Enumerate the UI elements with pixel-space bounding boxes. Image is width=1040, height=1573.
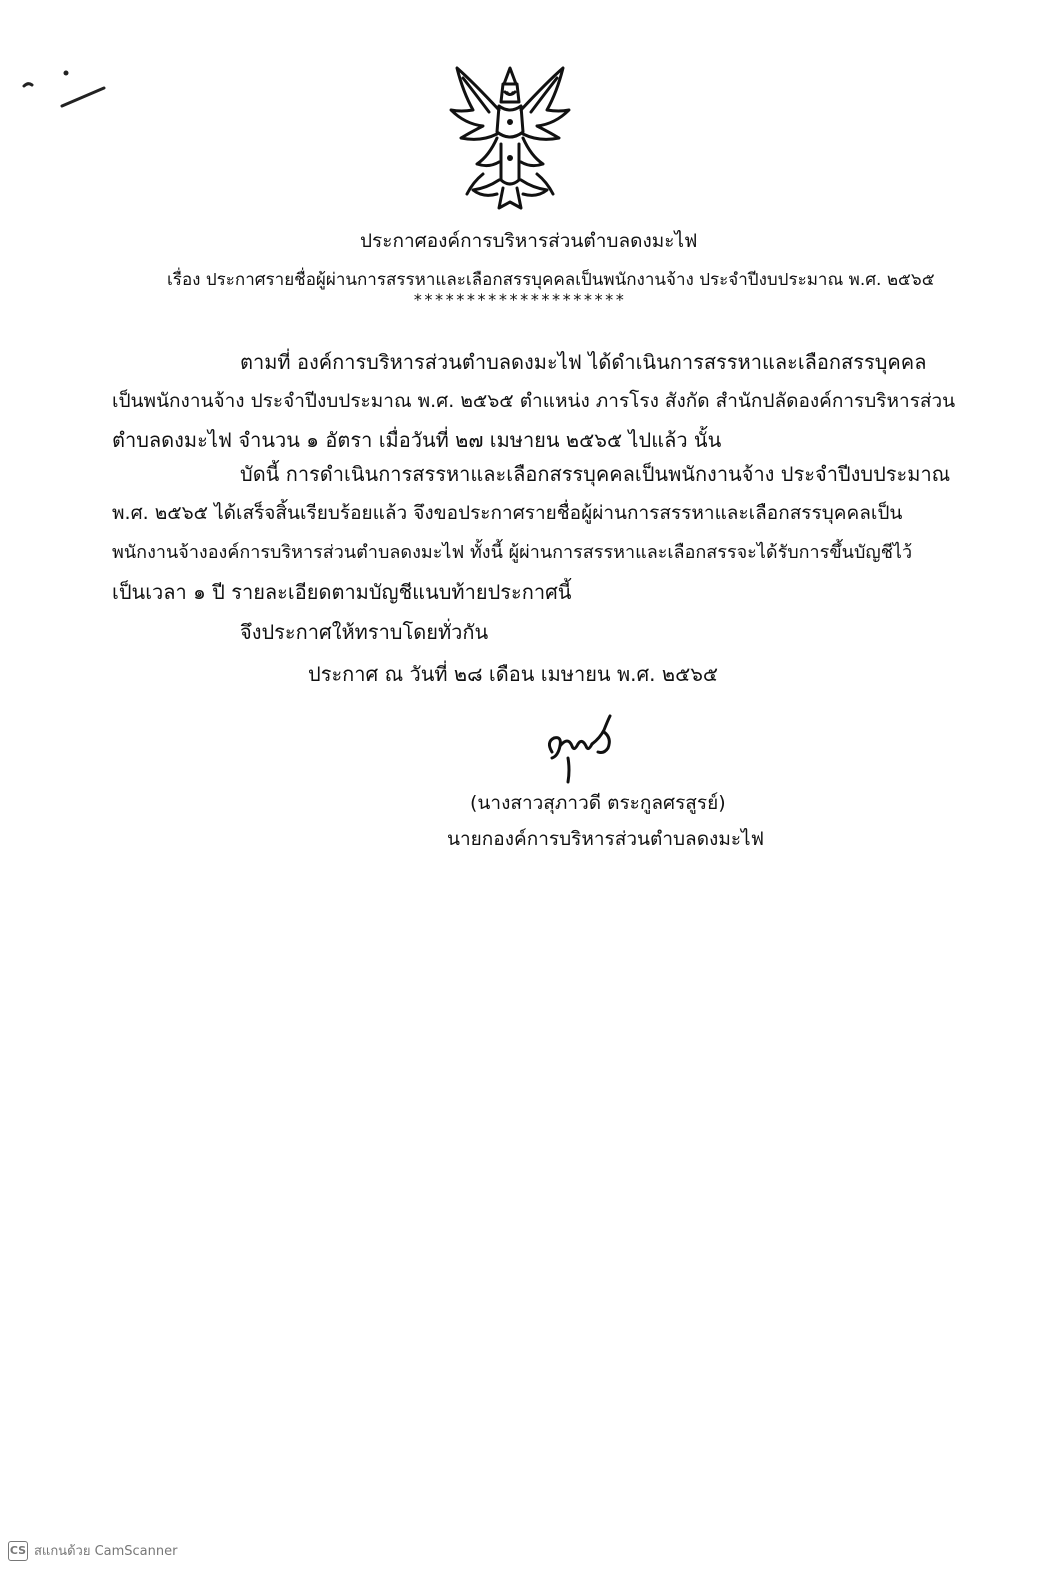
signatory-name: (นางสาวสุภาวดี ตระกูลศรสูรย์) (470, 792, 726, 814)
paragraph-1-line-3: ตำบลดงมะไฟ จำนวน ๑ อัตรา เมื่อวันที่ ๒๗ เมษายน ๒๕๖๕ ไปแล้ว นั้น (112, 428, 722, 452)
closing-line: จึงประกาศให้ทราบโดยทั่วกัน (240, 620, 489, 644)
header-separator: ******************** (413, 290, 626, 309)
signature-icon (538, 712, 628, 790)
handwritten-marks (18, 66, 118, 116)
paragraph-2-line-2: พ.ศ. ๒๕๖๕ ได้เสร็จสิ้นเรียบร้อยแล้ว จึงขอประกาศรายชื่อผู้ผ่านการสรรหาและเลือกสรรบุคคลเป็น (112, 502, 903, 524)
camscanner-text: สแกนด้วย CamScanner (34, 1544, 178, 1559)
document-subject: เรื่อง ประกาศรายชื่อผู้ผ่านการสรรหาและเลือกสรรบุคคลเป็นพนักงานจ้าง ประจำปีงบประมาณ พ.ศ. ๒๕๖๕ (167, 270, 935, 290)
signatory-position: นายกองค์การบริหารส่วนตำบลดงมะไฟ (447, 828, 765, 850)
camscanner-icon: CS (8, 1541, 28, 1561)
paragraph-1-line-1: ตามที่ องค์การบริหารส่วนตำบลดงมะไฟ ได้ดำเนินการสรรหาและเลือกสรรบุคคล (240, 350, 927, 374)
garuda-emblem-icon (443, 62, 577, 214)
paragraph-1-line-2: เป็นพนักงานจ้าง ประจำปีงบประมาณ พ.ศ. ๒๕๖๕ ตำแหน่ง ภารโรง สังกัด สำนักปลัดองค์การบริหารส่วน (112, 390, 956, 412)
camscanner-watermark (8, 1540, 177, 1561)
paragraph-2-line-4: เป็นเวลา ๑ ปี รายละเอียดตามบัญชีแนบท้ายประกาศนี้ (112, 580, 572, 604)
document-title: ประกาศองค์การบริหารส่วนตำบลดงมะไฟ (360, 230, 698, 252)
announcement-date: ประกาศ ณ วันที่ ๒๘ เดือน เมษายน พ.ศ. ๒๕๖๕ (308, 662, 719, 686)
paragraph-2-line-3: พนักงานจ้างองค์การบริหารส่วนตำบลดงมะไฟ ทั้งนี้ ผู้ผ่านการสรรหาและเลือกสรรจะได้รับการขึ้นบัญชีไว้ (112, 542, 913, 563)
paragraph-2-line-1: บัดนี้ การดำเนินการสรรหาและเลือกสรรบุคคลเป็นพนักงานจ้าง ประจำปีงบประมาณ (240, 462, 951, 486)
